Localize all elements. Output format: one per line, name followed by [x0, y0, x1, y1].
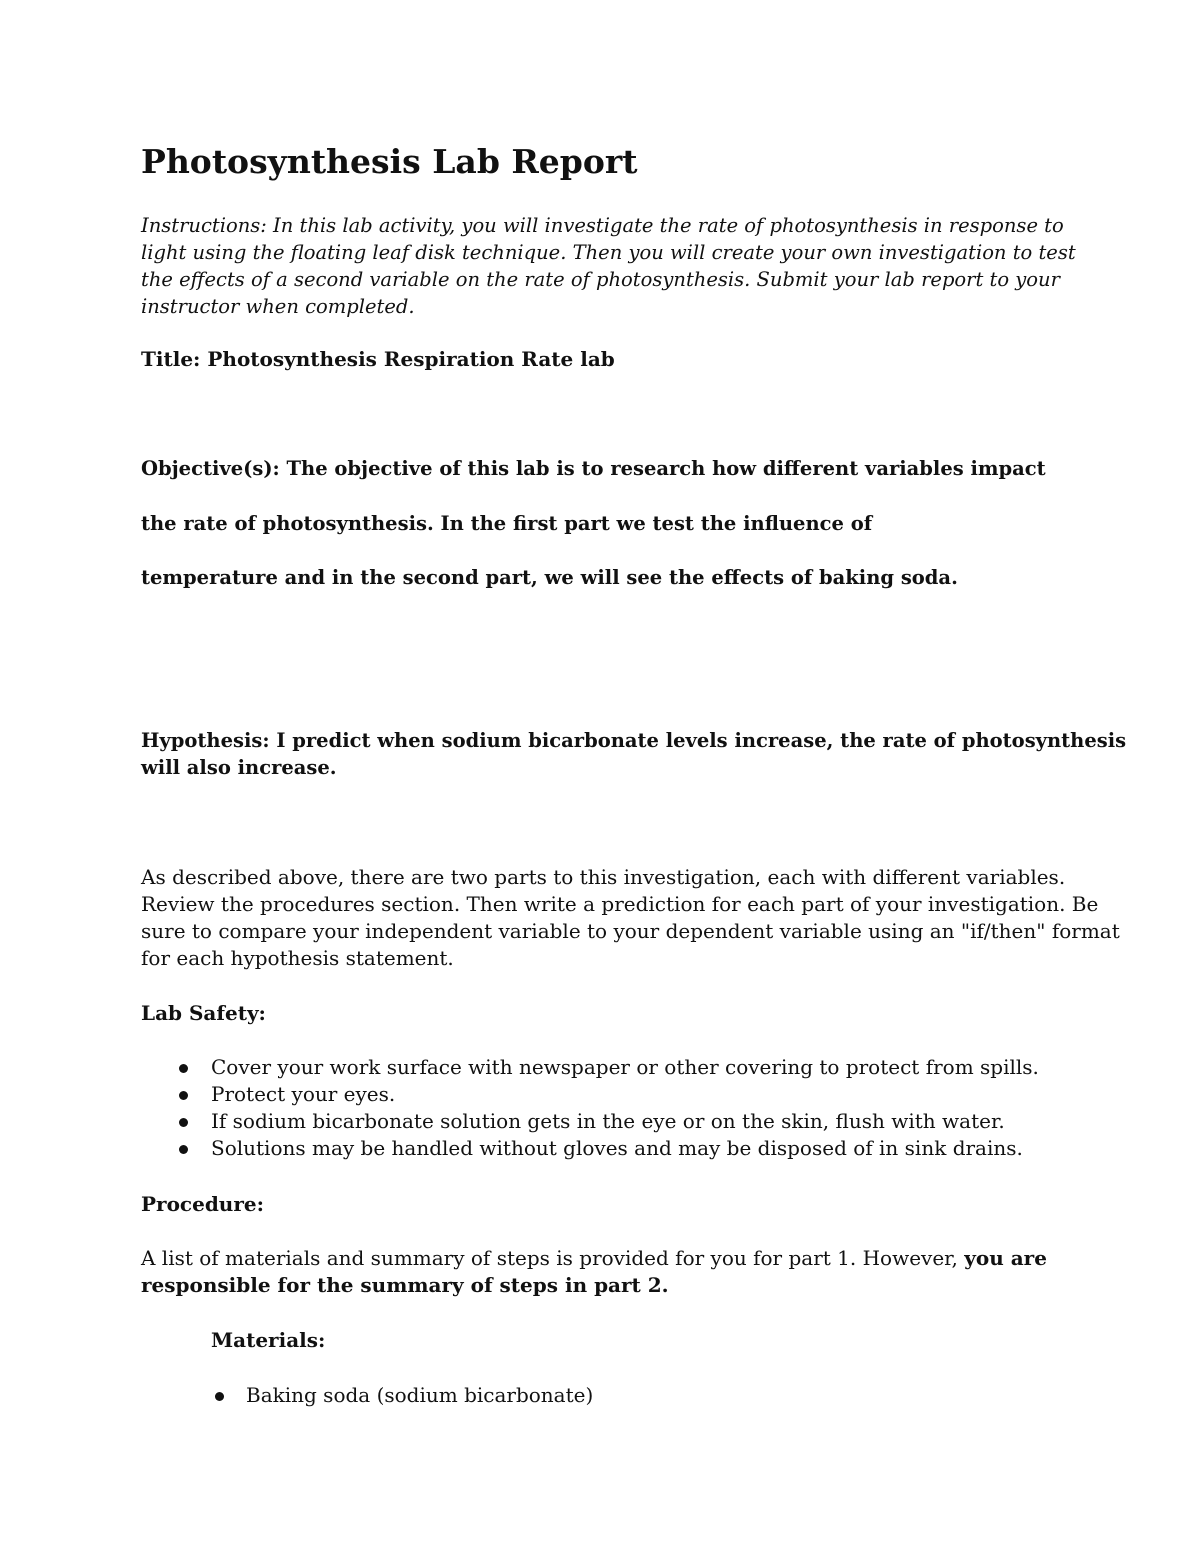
hypothesis-line: Hypothesis: I predict when sodium bicarbonate levels increase, the rate of photosynthesis	[141, 729, 1127, 752]
instructions-line: instructor when completed.	[141, 295, 415, 318]
bullet-icon	[179, 1145, 188, 1154]
description-line: sure to compare your independent variable to your dependent variable using an "if/then" format	[141, 919, 1120, 943]
description-line: As described above, there are two parts to this investigation, each with different variables.	[141, 865, 1066, 889]
materials-heading: Materials:	[211, 1328, 326, 1352]
list-item	[211, 1382, 593, 1409]
list-item-text: Baking soda (sodium bicarbonate)	[246, 1383, 594, 1407]
lab-title: Title: Photosynthesis Respiration Rate lab	[141, 347, 615, 371]
list-item	[141, 1054, 1039, 1081]
bullet-icon	[179, 1064, 188, 1073]
instructions-line: light using the floating leaf disk technique. Then you will create your own investigation to test	[141, 241, 1076, 264]
lab-safety-list	[141, 1054, 1039, 1162]
bullet-icon	[179, 1091, 188, 1100]
procedure-text: A list of materials and summary of steps is provided for you for part 1. However,	[141, 1246, 965, 1270]
list-item-text: Solutions may be handled without gloves and may be disposed of in sink drains.	[211, 1136, 1023, 1160]
hypothesis-paragraph	[141, 727, 1126, 781]
procedure-line	[141, 1245, 1047, 1272]
description-line: for each hypothesis statement.	[141, 946, 454, 970]
procedure-paragraph	[141, 1245, 1047, 1299]
list-item	[141, 1135, 1039, 1162]
list-item	[141, 1108, 1039, 1135]
procedure-emphasis: you are	[964, 1246, 1047, 1270]
description-paragraph	[141, 864, 1120, 972]
description-line: Review the procedures section. Then write a prediction for each part of your investigation. Be	[141, 892, 1099, 916]
objective-line: temperature and in the second part, we will see the effects of baking soda.	[141, 566, 958, 589]
procedure-heading: Procedure:	[141, 1192, 264, 1216]
list-item-text: Cover your work surface with newspaper or other covering to protect from spills.	[211, 1055, 1039, 1079]
bullet-icon	[215, 1392, 224, 1401]
materials-list	[211, 1382, 593, 1409]
procedure-emphasis: responsible for the summary of steps in part 2.	[141, 1273, 669, 1297]
objective-line: Objective(s): The objective of this lab is to research how different variables impact	[141, 457, 1046, 480]
bullet-icon	[179, 1118, 188, 1127]
lab-safety-heading: Lab Safety:	[141, 1001, 266, 1025]
list-item	[141, 1081, 1039, 1108]
instructions-line: Instructions: In this lab activity, you will investigate the rate of photosynthesis in response to	[141, 214, 1064, 237]
list-item-text: Protect your eyes.	[211, 1082, 396, 1106]
list-item-text: If sodium bicarbonate solution gets in the eye or on the skin, flush with water.	[211, 1109, 1005, 1133]
hypothesis-line: will also increase.	[141, 756, 337, 779]
instructions-line: the effects of a second variable on the rate of photosynthesis. Submit your lab report to your	[141, 268, 1060, 291]
objective-line: the rate of photosynthesis. In the first part we test the influence of	[141, 512, 873, 535]
instructions-paragraph	[141, 212, 1076, 320]
document-title: Photosynthesis Lab Report	[141, 142, 638, 181]
